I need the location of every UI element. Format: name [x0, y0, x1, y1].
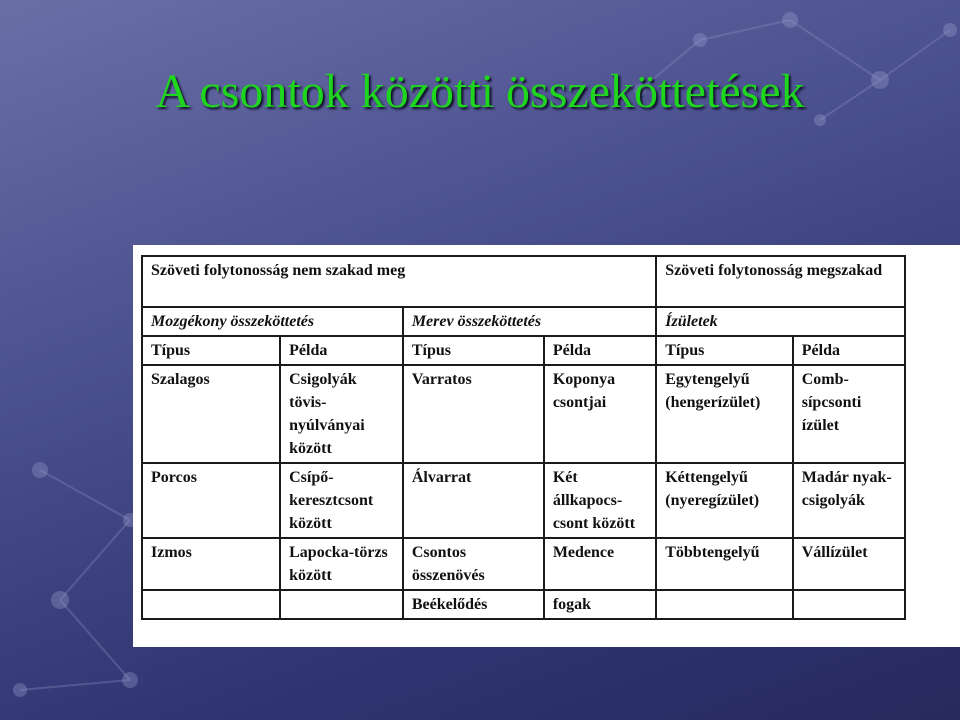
table-cell: Két állkapocs-csont között	[544, 463, 656, 538]
column-header: Példa	[544, 336, 656, 365]
table-row	[142, 463, 905, 538]
table-cell	[793, 590, 905, 619]
table-cell: Medence	[544, 538, 656, 590]
table-cell: Szalagos	[142, 365, 280, 463]
bone-connections-table	[141, 255, 906, 620]
table-cell	[656, 590, 793, 619]
header-continuous-tissue: Szöveti folytonosság nem szakad meg	[142, 256, 656, 307]
column-header: Példa	[280, 336, 403, 365]
column-header: Példa	[793, 336, 905, 365]
table-cell: Lapocka-törzs között	[280, 538, 403, 590]
table-cell: Porcos	[142, 463, 280, 538]
table-cell: Kéttengelyű (nyeregízület)	[656, 463, 793, 538]
table-cell: Csípő-keresztcsont között	[280, 463, 403, 538]
table-cell: Izmos	[142, 538, 280, 590]
slide-title: A csontok közötti összeköttetések	[155, 65, 805, 118]
table-image	[133, 245, 960, 647]
table-cell: Madár nyak-csigolyák	[793, 463, 905, 538]
table-cell: Varratos	[403, 365, 544, 463]
column-header-row	[142, 336, 905, 365]
table-cell: Csigolyák tövis-nyúlványai között	[280, 365, 403, 463]
column-header: Típus	[656, 336, 793, 365]
table-row	[142, 590, 905, 619]
type-rigid-connection: Merev összeköttetés	[403, 307, 656, 336]
table-cell: Koponya csontjai	[544, 365, 656, 463]
type-mobile-connection: Mozgékony összeköttetés	[142, 307, 403, 336]
table-cell: Csontos összenövés	[403, 538, 544, 590]
table-cell: Többtengelyű	[656, 538, 793, 590]
column-header: Típus	[403, 336, 544, 365]
column-header: Típus	[142, 336, 280, 365]
table-cell: fogak	[544, 590, 656, 619]
table-cell: Álvarrat	[403, 463, 544, 538]
table-row	[142, 538, 905, 590]
type-joints: Ízületek	[656, 307, 905, 336]
table-cell	[280, 590, 403, 619]
table-row	[142, 365, 905, 463]
table-header-row	[142, 256, 905, 307]
header-interrupted-tissue: Szöveti folytonosság megszakad	[656, 256, 905, 307]
table-cell	[142, 590, 280, 619]
connection-type-row	[142, 307, 905, 336]
table-cell: Comb-sípcsonti ízület	[793, 365, 905, 463]
table-cell: Egytengelyű (hengerízület)	[656, 365, 793, 463]
table-cell: Vállízület	[793, 538, 905, 590]
table-cell: Beékelődés	[403, 590, 544, 619]
